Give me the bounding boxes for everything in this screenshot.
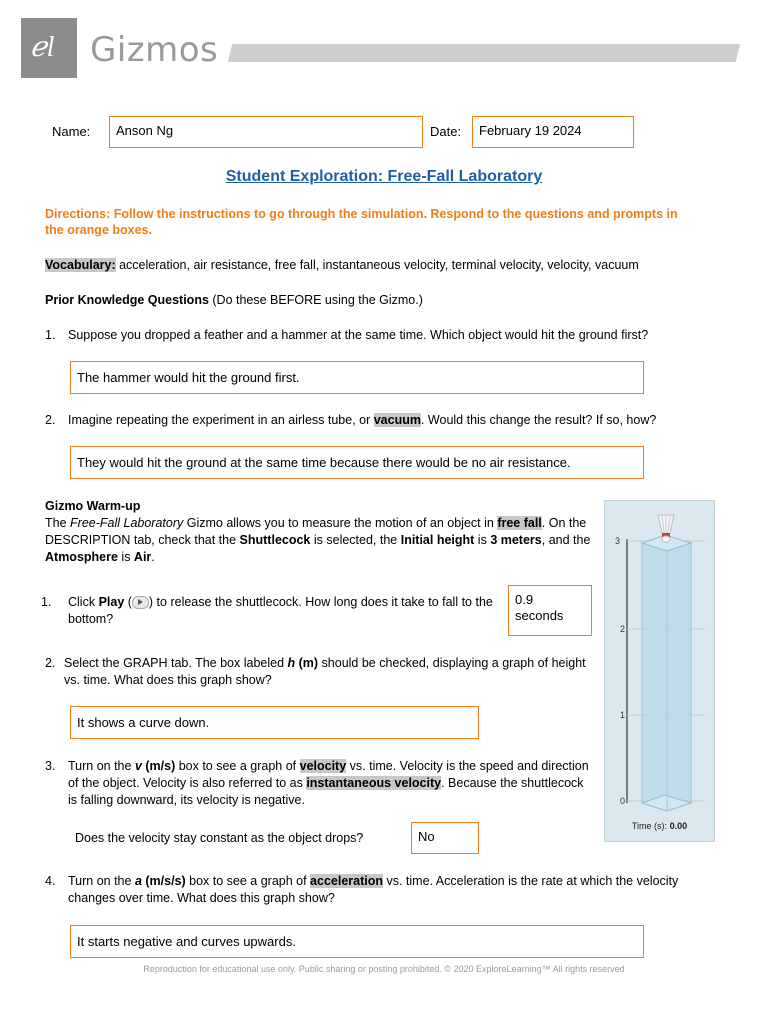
q2-text-pre: Imagine repeating the experiment in an airless tube, or bbox=[68, 413, 374, 427]
w3-instantaneous-velocity-term: instantaneous velocity bbox=[306, 776, 442, 790]
warmup-t15: . bbox=[151, 550, 155, 564]
w2-h: h bbox=[287, 656, 296, 670]
w3-velocity-term: velocity bbox=[299, 759, 347, 773]
w4-a: Turn on the bbox=[68, 874, 135, 888]
prior-knowledge-heading bbox=[45, 292, 745, 309]
w3-a: Turn on the bbox=[68, 759, 135, 773]
w1-a: Click bbox=[68, 595, 99, 609]
w2-text bbox=[64, 655, 594, 689]
q1-number: 1. bbox=[45, 328, 56, 342]
w3-sub-question: Does the velocity stay constant as the object drops? bbox=[75, 831, 364, 845]
w3-answer-field[interactable]: No bbox=[411, 822, 479, 854]
date-field[interactable]: February 19 2024 bbox=[472, 116, 634, 148]
warmup-shuttlecock: Shuttlecock bbox=[239, 533, 311, 547]
w3-h: . Because the shuttlecock is falling downward, its velocity is negative. bbox=[68, 776, 584, 807]
simulation-panel bbox=[604, 500, 715, 842]
drop-tube-illustration bbox=[605, 501, 714, 841]
warmup-initial-height: Initial height bbox=[400, 533, 475, 547]
q2-text-post: . Would this change the result? If so, how? bbox=[420, 413, 657, 427]
warmup-t13: is bbox=[117, 550, 134, 564]
w4-c: (m/s/s) bbox=[141, 874, 186, 888]
w3-number: 3. bbox=[45, 759, 56, 773]
directions-text: Directions: Follow the instructions to go through the simulation. Respond to the questions and prompts in the orange boxes. bbox=[45, 207, 678, 237]
warmup-t1: The bbox=[45, 516, 71, 530]
warmup-3-meters: 3 meters bbox=[490, 533, 542, 547]
w4-a-symbol: a bbox=[134, 874, 142, 888]
gizmos-logo-mark: ℯl bbox=[21, 18, 77, 78]
name-label: Name: bbox=[52, 124, 91, 139]
warmup-gizmo-name: Free-Fall Laboratory bbox=[70, 516, 184, 530]
w4-text bbox=[68, 873, 728, 907]
w1-play: Play bbox=[98, 595, 125, 609]
warmup-t11: , and the bbox=[541, 533, 591, 547]
vocabulary-line bbox=[45, 257, 745, 274]
time-readout bbox=[605, 821, 714, 831]
w4-f: vs. time. Acceleration is the rate at which the velocity changes over time. What does this graph show? bbox=[68, 874, 679, 905]
w4-number: 4. bbox=[45, 874, 56, 888]
w1-text bbox=[68, 594, 504, 628]
q2-number: 2. bbox=[45, 413, 56, 427]
warmup-air: Air bbox=[133, 550, 152, 564]
warmup-heading bbox=[45, 498, 140, 515]
tick-label-1: 1 bbox=[619, 710, 625, 720]
w3-f: vs. time. Velocity is the speed and direction of the object. Velocity is also referred to as bbox=[68, 759, 589, 790]
warmup-t7: is selected, the bbox=[310, 533, 401, 547]
w3-text bbox=[68, 758, 596, 809]
page-title: Student Exploration: Free-Fall Laboratory bbox=[225, 168, 543, 185]
time-label: Time (s): bbox=[631, 821, 670, 831]
tick-label-3: 3 bbox=[614, 536, 620, 546]
tick-label-0: 0 bbox=[619, 796, 625, 806]
time-value: 0.00 bbox=[669, 821, 688, 831]
w1-answer-field[interactable] bbox=[508, 585, 592, 636]
q1-text: Suppose you dropped a feather and a hammer at the same time. Which object would hit the ground first? bbox=[68, 328, 649, 342]
q2-vacuum-term: vacuum bbox=[373, 413, 421, 427]
play-icon bbox=[132, 596, 149, 609]
vocabulary-terms: acceleration, air resistance, free fall, instantaneous velocity, terminal velocity, velocity, vacuum bbox=[115, 258, 639, 272]
tick-label-2: 2 bbox=[619, 624, 625, 634]
warmup-t3: Gizmo allows you to measure the motion of an object in bbox=[183, 516, 498, 530]
warmup-t9: is bbox=[474, 533, 491, 547]
warmup-intro bbox=[45, 515, 595, 566]
brand-name: Gizmos bbox=[90, 30, 219, 70]
w1-d: ) to release the shuttlecock. How long does it take to fall to the bottom? bbox=[68, 595, 493, 626]
w2-number: 2. bbox=[45, 656, 56, 670]
q2-answer-field[interactable]: They would hit the ground at the same time because there would be no air resistance. bbox=[70, 446, 644, 479]
name-field[interactable]: Anson Ng bbox=[109, 116, 423, 148]
q2-text bbox=[68, 412, 748, 429]
w1-answer-unit: seconds bbox=[515, 608, 564, 623]
w1-answer-value: 0.9 bbox=[515, 592, 534, 607]
warmup-heading-text: Gizmo Warm-up bbox=[45, 499, 141, 513]
w2-c: (m) bbox=[295, 656, 319, 670]
warmup-t5: . On the DESCRIPTION tab, check that the bbox=[45, 516, 587, 547]
warmup-free-fall-term: free fall bbox=[497, 516, 542, 530]
w3-c: (m/s) bbox=[141, 759, 176, 773]
w4-d: box to see a graph of bbox=[185, 874, 311, 888]
prior-heading: Prior Knowledge Questions bbox=[45, 293, 209, 307]
w2-a: Select the GRAPH tab. The box labeled bbox=[64, 656, 288, 670]
w1-number: 1. bbox=[41, 595, 52, 609]
w2-answer-field[interactable]: It shows a curve down. bbox=[70, 706, 479, 739]
vocabulary-label: Vocabulary: bbox=[45, 258, 116, 272]
w4-answer-field[interactable]: It starts negative and curves upwards. bbox=[70, 925, 644, 958]
warmup-atmosphere: Atmosphere bbox=[45, 550, 118, 564]
w3-v: v bbox=[134, 759, 142, 773]
w2-d: should be checked, displaying a graph of height vs. time. What does this graph show? bbox=[64, 656, 586, 687]
date-label: Date: bbox=[430, 124, 462, 139]
w1-c: ( bbox=[124, 595, 132, 609]
prior-note: (Do these BEFORE using the Gizmo.) bbox=[208, 293, 423, 307]
w3-d: box to see a graph of bbox=[175, 759, 300, 773]
q1-answer-field[interactable]: The hammer would hit the ground first. bbox=[70, 361, 644, 394]
header-bar bbox=[228, 44, 740, 62]
footer-copyright: Reproduction for educational use only. Public sharing or posting prohibited. © 2020 ExploreLearning™ All rights reserved bbox=[143, 964, 625, 974]
w4-acceleration-term: acceleration bbox=[310, 874, 384, 888]
